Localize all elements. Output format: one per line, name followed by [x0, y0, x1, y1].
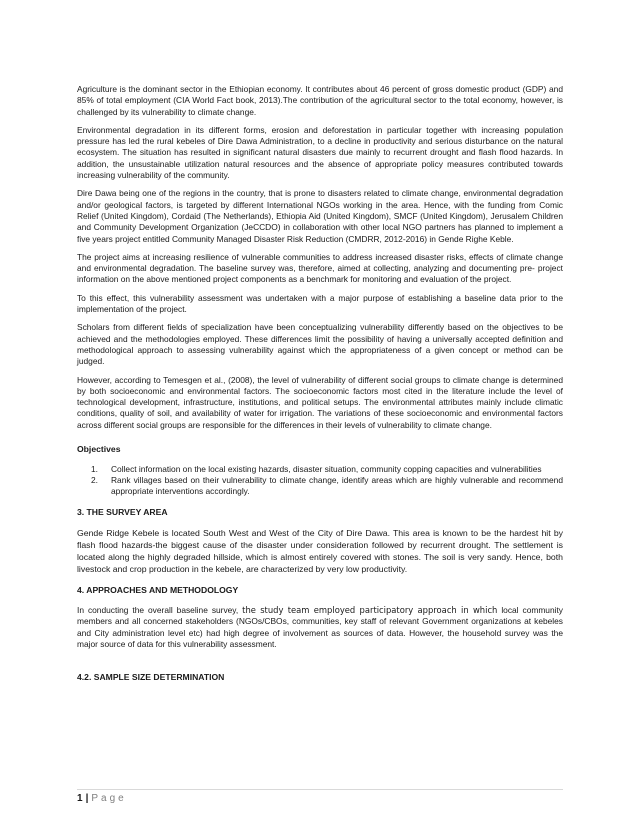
paragraph-survey-area: Gende Ridge Kebele is located South West and West of the City of Dire Dawa. This area is known to be the hardest hit by flash flood hazards-the biggest cause of the disaster under consideration followed by recurrent drought. The settlement is located along the highly degraded hillside, which is almost entirely covered with stones. The soil is very sandy. Hence, both livestock and crop production in the kebele, are characterized by very low productivity.: [77, 528, 563, 575]
list-item-text: Rank villages based on their vulnerability to climate change, identify areas which are highly vulnerable and recommend appropriate interventions accordingly.: [111, 475, 563, 497]
approaches-heading: 4. APPROACHES AND METHODOLOGY: [77, 585, 239, 596]
paragraph-assessment-purpose: To this effect, this vulnerability assessment was undertaken with a major purpose of establishing a baseline data prior to the implementation of the project.: [77, 292, 563, 315]
approaches-text-end: local community members and all concerned stakeholders (NGOs/CBOs, communities, key staff of relevant Government organizations at kebeles and City administration level etc) had high degree of involvement as sources of data. However, the household survey was the major source of data for this vulnerability assessment.: [77, 605, 563, 649]
list-item-number: 1.: [91, 464, 98, 475]
paragraph-dire-dawa: Dire Dawa being one of the regions in the country, that is prone to disasters related to climate change, environmental degradation and/or geological factors, is targeted by different International NGOs working in the area. Hence, with the funding from Comic Relief (United Kingdom), Cordaid (The Netherlands), Ethiopia Aid (United Kingdom), SMCF (United Kingdom), Jerusalem Children and Community Development Organization (JeCCDO) in collaboration with other local NGO partners has planned to implement a five years project entitled Community Managed Disaster Risk Reduction (CMDRR, 2012-2016) in Gende Righe Keble.: [77, 188, 563, 244]
sample-size-heading: 4.2. SAMPLE SIZE DETERMINATION: [77, 672, 225, 683]
objectives-heading: Objectives: [77, 444, 121, 455]
paragraph-scholars: Scholars from different fields of specialization have been conceptualizing vulnerability differently based on the objectives to be achieved and the methodologies employed. These differences limit the possibility of having a universally accepted definition and methodological approach to assessing vulnerability against which the appropriateness of a given concept or method can be judged.: [77, 322, 563, 367]
list-item: [77, 464, 563, 475]
footer-divider: [77, 789, 563, 790]
document-body: [77, 84, 563, 692]
survey-area-heading: 3. THE SURVEY AREA: [77, 507, 168, 518]
list-item-text: Collect information on the local existing hazards, disaster situation, community copping capacities and vulnerabilities: [111, 464, 542, 475]
list-item: [77, 475, 563, 497]
objectives-list: [77, 464, 563, 497]
paragraph-project-aims: The project aims at increasing resilience of vulnerable communities to address increased disaster risks, effects of climate change and environmental degradation. The baseline survey was, therefore, aimed at collecting, analyzing and documenting pre- project information on the above mentioned project components as a benchmark for monitoring and evaluation of the project.: [77, 251, 563, 285]
paragraph-approaches: [77, 605, 563, 650]
footer-separator: |: [85, 793, 89, 804]
list-item-number: 2.: [91, 475, 98, 486]
paragraph-agriculture: Agriculture is the dominant sector in the Ethiopian economy. It contributes about 46 percent of gross domestic product (GDP) and 85% of total employment (CIA World Fact book, 2013).The contribution of the agricultural sector to the total economy, however, is challenged by its vulnerability to climate change.: [77, 84, 563, 117]
paragraph-temesgen: However, according to Temesgen et al., (2008), the level of vulnerability of different social groups to climate change is determined by both socioeconomic and environmental factors. The socioeconomic factors most cited in the literature include the level of technological development, infrastructure, institutions, and political setups. The environmental attributes mainly include climatic conditions, quality of soil, and availability of water for irrigation. The variations of these socioeconomic and environmental factors across different social groups are responsible for the differences in their levels of vulnerability to climate change.: [77, 374, 563, 430]
approaches-text-emphasis: the study team employed participatory approach in which: [242, 605, 498, 616]
paragraph-environmental-degradation: Environmental degradation in its different forms, erosion and deforestation in particular together with increasing population pressure has led the rural kebeles of Dire Dawa Administration, to a decline in productivity and serious disturbance on the natural ecosystem. The situation has resulted in significant natural disasters due mainly to recurrent drought and flash flood hazards. In addition, the unsustainable utilization natural resources and the absence of appropriate policy measures contributed towards increasing vulnerability of the community.: [77, 124, 563, 181]
page-number: 1: [77, 793, 83, 804]
approaches-text-start: In conducting the overall baseline survey,: [77, 605, 243, 616]
page-label: Page: [91, 793, 127, 804]
page-footer: [77, 793, 127, 804]
